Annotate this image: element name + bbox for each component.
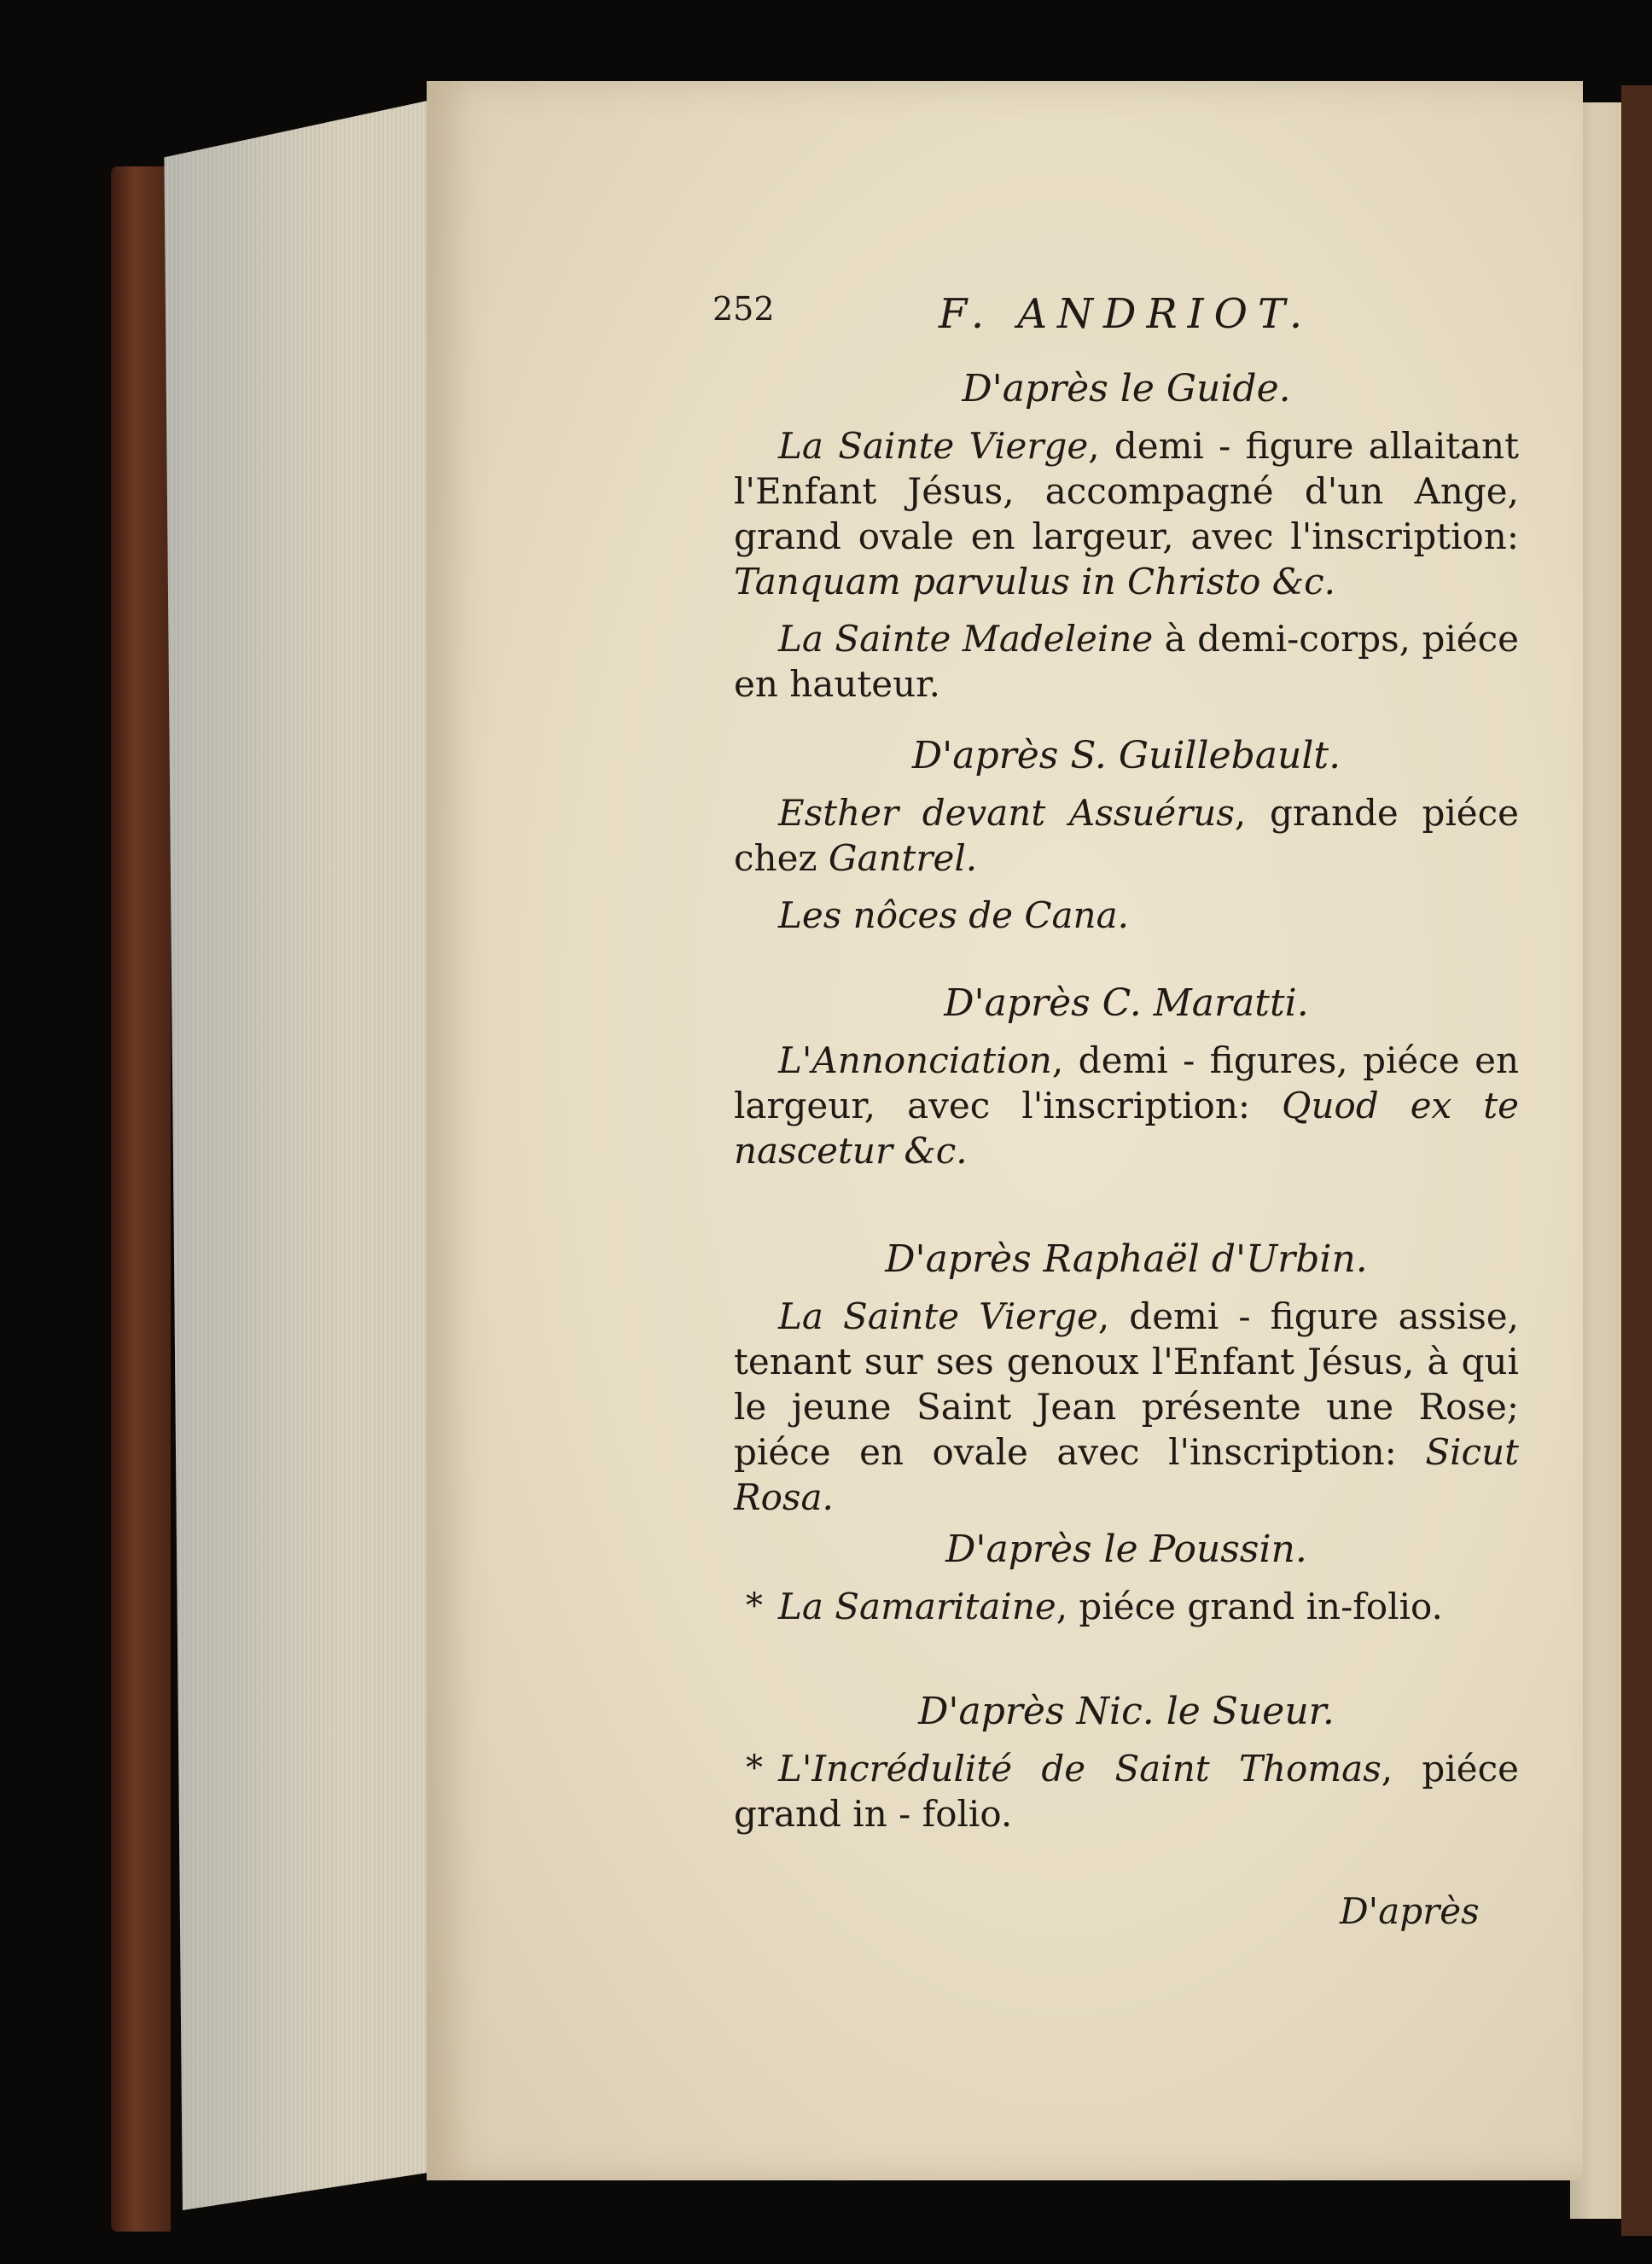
italic-title: Sicut Rosa. xyxy=(734,1431,1519,1518)
italic-title: Quod ex te nascetur &c. xyxy=(734,1085,1519,1172)
section-heading: D'après S. Guillebault. xyxy=(911,734,1341,777)
catalog-entry xyxy=(734,423,1519,604)
catalog-entry xyxy=(734,790,1519,881)
section xyxy=(734,1237,1519,1520)
entry-text: , demi - figure allaitant l'Enfant Jésus, accompagné d'un Ange, grand ovale en largeur, avec l'inscription: xyxy=(734,425,1519,557)
italic-title: La Sainte Vierge xyxy=(778,425,1089,467)
entry-text: à demi-corps, piéce en hauteur. xyxy=(734,618,1520,705)
section-heading: D'après C. Maratti. xyxy=(944,981,1309,1025)
section xyxy=(734,981,1519,1173)
catalog-entry xyxy=(734,1746,1519,1836)
section xyxy=(734,1528,1519,1629)
section-heading: D'après Raphaël d'Urbin. xyxy=(885,1237,1368,1281)
catalog-entry xyxy=(734,1584,1519,1629)
italic-title: Esther devant Assuérus xyxy=(778,792,1235,834)
section-heading: D'après le Guide. xyxy=(962,367,1291,410)
italic-title: La Sainte Vierge xyxy=(778,1295,1098,1337)
italic-title: L'Annonciation xyxy=(778,1039,1052,1081)
page-block-edges xyxy=(152,94,459,2210)
page-header xyxy=(713,290,1313,341)
asterisk-marker: * xyxy=(746,1586,763,1626)
section-heading: D'après Nic. le Sueur. xyxy=(918,1690,1335,1733)
italic-title: L'Incrédulité de Saint Thomas xyxy=(778,1748,1382,1790)
catalog-entry xyxy=(734,1294,1519,1520)
section xyxy=(734,1690,1519,1836)
entry-text: , grande piéce chez xyxy=(734,792,1519,879)
section xyxy=(734,734,1519,938)
asterisk-marker: * xyxy=(746,1749,763,1788)
section xyxy=(734,367,1519,707)
italic-title: La Sainte Madeleine xyxy=(778,618,1154,660)
italic-title: Gantrel. xyxy=(828,837,978,879)
book-cover-right xyxy=(1621,85,1652,2236)
book-cover-edge xyxy=(111,166,171,2232)
catchword: D'après xyxy=(1340,1890,1480,1932)
italic-title: Les nôces de Cana. xyxy=(778,894,1129,936)
catalog-entry xyxy=(734,616,1519,707)
section-heading: D'après le Poussin. xyxy=(945,1528,1307,1571)
entry-text: , demi - figure assise, tenant sur ses genoux l'Enfant Jésus, à qui le jeune Saint Jean présente une Rose; piéce en ovale avec l'inscription: xyxy=(734,1295,1520,1473)
catalog-entry xyxy=(734,1038,1519,1173)
catalog-entry xyxy=(734,893,1519,938)
entry-text: , demi - figures, piéce en largeur, avec l'inscription: xyxy=(734,1039,1519,1126)
page-number: 252 xyxy=(713,290,775,328)
entry-text: , piéce grand in - folio. xyxy=(734,1748,1519,1835)
italic-title: La Samaritaine xyxy=(778,1586,1056,1627)
running-title: F. ANDRIOT. xyxy=(939,290,1313,338)
entry-text: , piéce grand in-folio. xyxy=(1056,1586,1443,1627)
italic-title: Tanquam parvulus in Christo &c. xyxy=(734,561,1336,602)
